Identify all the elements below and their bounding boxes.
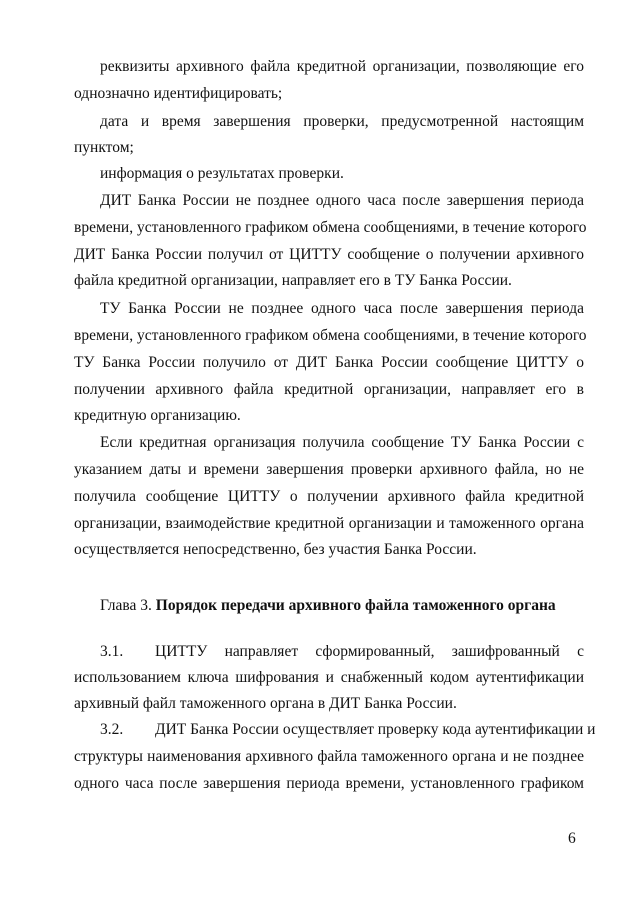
paragraph-line: кредитную организацию.	[74, 407, 241, 424]
paragraph-line: времени, установленного графиком обмена сообщениями, в течение которого	[74, 219, 587, 236]
item-number: 3.2.	[100, 721, 124, 738]
chapter-prefix: Глава 3.	[100, 597, 152, 614]
chapter-title: Порядок передачи архивного файла таможенного органа	[155, 597, 556, 614]
paragraph-line: одного часа после завершения периода времени, установленного графиком	[74, 775, 584, 792]
paragraph-line: файла кредитной организации, направляет его в ТУ Банка России.	[74, 272, 512, 289]
paragraph-line: получении архивного файла кредитной организации, направляет его в	[74, 381, 584, 398]
paragraph-line: использованием ключа шифрования и снабженный кодом аутентификации	[74, 669, 584, 686]
item-first-line: ЦИТТУ направляет сформированный, зашифрованный с	[155, 643, 584, 660]
paragraph-line: ДИТ Банка России не позднее одного часа после завершения периода	[100, 192, 584, 209]
item-first-line: ДИТ Банка России осуществляет проверку кода аутентификации и	[155, 721, 596, 738]
paragraph-line: структуры наименования архивного файла таможенного органа и не позднее	[74, 748, 584, 765]
paragraph-line: дата и время завершения проверки, предусмотренной настоящим	[100, 113, 584, 130]
paragraph-line: ТУ Банка России не позднее одного часа после завершения периода	[100, 300, 584, 317]
paragraph-line: однозначно идентифицировать;	[74, 85, 283, 102]
paragraph-line: указанием даты и времени завершения проверки архивного файла, но не	[74, 461, 584, 478]
paragraph-line: получила сообщение ЦИТТУ о получении архивного файла кредитной	[74, 488, 584, 505]
paragraph-line: архивный файл таможенного органа в ДИТ Банка России.	[74, 695, 457, 712]
paragraph-line: осуществляется непосредственно, без участия Банка России.	[74, 541, 477, 558]
paragraph-line: организации, взаимодействие кредитной организации и таможенного органа	[74, 515, 584, 532]
page-number: 6	[568, 830, 576, 847]
paragraph-line: Если кредитная организация получила сообщение ТУ Банка России с	[100, 434, 584, 451]
paragraph-line: информация о результатах проверки.	[100, 165, 344, 182]
paragraph-line: реквизиты архивного файла кредитной организации, позволяющие его	[100, 58, 584, 75]
paragraph-line: пунктом;	[74, 139, 134, 156]
item-number: 3.1.	[100, 643, 124, 660]
paragraph-line: ДИТ Банка России получил от ЦИТТУ сообщение о получении архивного	[74, 246, 584, 263]
paragraph-line: ТУ Банка России получило от ДИТ Банка России сообщение ЦИТТУ о	[74, 354, 584, 371]
paragraph-line: времени, установленного графиком обмена сообщениями, в течение которого	[74, 327, 587, 344]
chapter-heading	[100, 596, 556, 616]
